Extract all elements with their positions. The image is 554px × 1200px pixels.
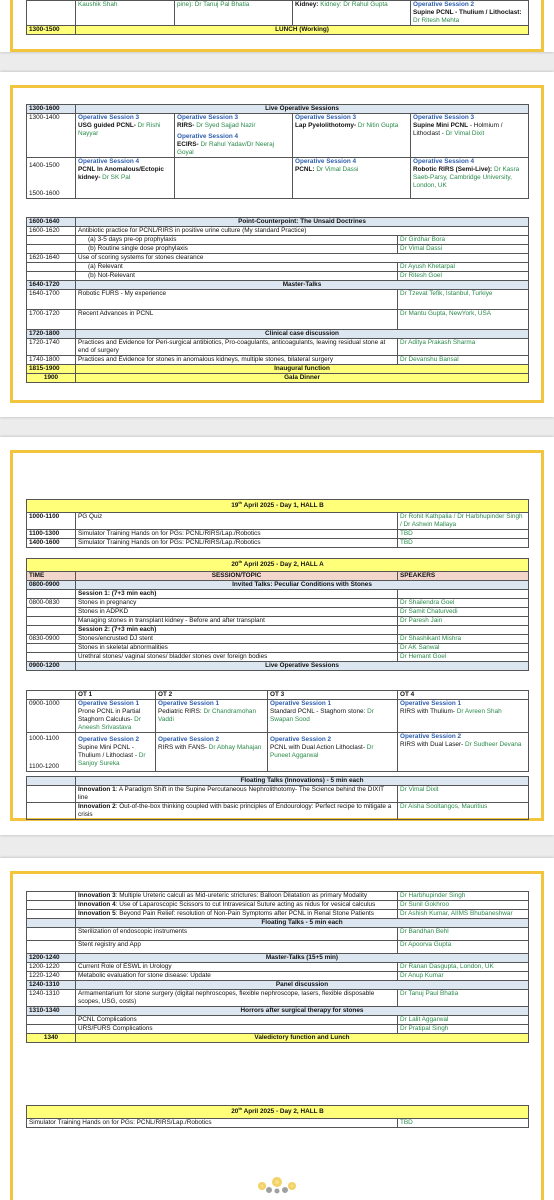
- topic: PCNL:: [295, 166, 315, 173]
- topic: Supine Mini PCNL: [413, 122, 469, 129]
- section-title: Valedictory function and Lunch: [76, 1034, 529, 1043]
- topic: Use of scoring systems for stones clearance: [76, 254, 529, 263]
- speaker: Dr Abhay Mahajan: [208, 744, 262, 751]
- time-cell: 0900-1000: [27, 700, 76, 733]
- section-title: Gala Dinner: [76, 374, 529, 383]
- topic: Metabolic evaluation for stone disease: Update: [76, 972, 398, 981]
- topic: PCNL Complications: [76, 1016, 398, 1025]
- topic: Supine Mini PCNL - Thulium / Lithoclast -: [78, 744, 137, 759]
- time-cell: 1300-1400: [27, 114, 76, 158]
- topic: PCNL In Anomalous/Ectopic kidney-: [78, 166, 164, 181]
- time-cell: 1300-1600: [27, 105, 76, 114]
- topic: Robotic FURS - My experience: [76, 290, 398, 310]
- innovation-table: [26, 776, 529, 820]
- speaker: Dr Vimal Dassi: [398, 245, 529, 254]
- speaker: Dr Vimal Dixit: [445, 130, 485, 137]
- time-cell: 1000-1100: [27, 513, 76, 530]
- ordinal: th: [238, 1106, 243, 1111]
- speaker: Dr Sudheer Devana: [465, 741, 522, 748]
- time-cell: 1815-1900: [27, 365, 76, 374]
- topic: Managing stones in transplant kidney - Before and after transplant: [76, 617, 398, 626]
- session-title: Session 2: (7+3 min each): [76, 626, 398, 635]
- column-header: TIME: [27, 572, 76, 581]
- speaker: Dr Apoorva Gupta: [398, 941, 529, 954]
- topic: RIRS with Thulium-: [400, 708, 455, 715]
- section-title: Floating Talks - 5 min each: [76, 919, 529, 928]
- speaker: Dr SK Pal: [102, 174, 131, 181]
- speaker: Dr Nitin Gupta: [357, 122, 399, 129]
- time-cell: 1100-1200: [29, 763, 60, 770]
- speaker: Dr Hemant Goel: [398, 653, 529, 662]
- day-heading: [27, 500, 529, 513]
- speaker: Dr Ashish Kumar, AIIMS Bhubaneshwar: [398, 910, 529, 919]
- speaker: Dr Rahul Yadav/Dr Neeraj Goyal: [177, 141, 275, 156]
- day-heading-text: April 2025 - Day 1, HALL B: [242, 502, 324, 509]
- day-heading: [27, 559, 529, 572]
- ot-header: OT 4: [398, 691, 529, 700]
- speaker: Dr Avreen Shah: [456, 708, 502, 715]
- hall-b-table: [26, 499, 529, 548]
- speaker: TBD: [398, 1119, 529, 1128]
- session-label: Operative Session 3: [413, 114, 475, 121]
- speaker: Dr Aditya Prakash Sharma: [398, 339, 529, 356]
- topic: Current Role of ESWL in Urology: [76, 963, 398, 972]
- speaker: Dr Harbhupinder Singh: [398, 892, 529, 901]
- ot-table: [26, 690, 529, 772]
- speaker: Dr Girdhar Bora: [398, 236, 529, 245]
- time-cell: 1200-1220: [27, 963, 76, 972]
- innovation-label: Innovation 4: [78, 901, 116, 908]
- time-cell: 1310-1340: [27, 1007, 76, 1016]
- ordinal: th: [238, 559, 243, 564]
- speaker: Dr Chandramohan Vaddi: [158, 708, 257, 723]
- innovation-label: Innovation 5: [78, 910, 116, 917]
- topic: Sterilization of endoscopic instruments: [76, 928, 398, 941]
- session-label: Operative Session 2: [400, 733, 462, 740]
- page-3: [0, 437, 554, 835]
- speaker: Dr Samit Chaturvedi: [398, 608, 529, 617]
- hall-a-table: [26, 558, 529, 671]
- session-label: Operative Session 1: [400, 700, 462, 707]
- table-row: [27, 158, 529, 199]
- time-cell: 1300-1500: [27, 26, 76, 35]
- day-heading-text: April 2025 - Day 2, HALL B: [242, 1108, 324, 1115]
- speaker: Dr Shashikant Mishra: [398, 635, 529, 644]
- speaker: Dr Aneesh Srivastava: [78, 716, 141, 731]
- topic: Pediatric RIRS:: [158, 708, 202, 715]
- session-label: Operative Session 2: [413, 1, 475, 8]
- topic: Stent registry and App: [76, 941, 398, 954]
- schedule-table: [26, 0, 529, 35]
- speaker: Dr Tzevat Tefik, Istanbul, Turkiye: [398, 290, 529, 310]
- speaker: Dr AK Sanwal: [398, 644, 529, 653]
- speaker: Dr Pratipal Singh: [398, 1025, 529, 1034]
- topic: (a) 3-5 days pre-op prophylaxis: [76, 236, 398, 245]
- time-cell: 1720-1800: [27, 330, 76, 339]
- session-label: Operative Session 2: [158, 736, 220, 743]
- topic: Stones/encrusted DJ stent: [76, 635, 398, 644]
- speaker: Kidney: Dr Rahul Gupta: [320, 1, 388, 8]
- innovation-label: Innovation 2: [78, 803, 116, 810]
- topic: Simulator Training Hands on for PGs: PCNL/RIRS/Lap./Robotics: [76, 530, 398, 539]
- section-title: Invited Talks: Peculiar Conditions with Stones: [76, 581, 529, 590]
- topic: USG guided PCNL-: [78, 122, 136, 129]
- hall-b-table: [26, 1105, 529, 1128]
- day-heading-text: April 2025 - Day 2, HALL A: [242, 561, 324, 568]
- topic: ECIRS-: [177, 141, 199, 148]
- topic: Recent Advances in PCNL: [76, 310, 398, 330]
- speaker: Dr Rishi Nayyar: [78, 122, 161, 137]
- topic: Robotic RIRS (Semi-Live):: [413, 166, 493, 173]
- time-cell: 1740-1800: [27, 356, 76, 365]
- time-cell: 1240-1310: [27, 981, 76, 990]
- day-number: 20: [231, 1108, 239, 1115]
- topic: (a) Relevant: [76, 263, 398, 272]
- topic: PG Quiz: [76, 513, 398, 530]
- column-header: SPEAKERS: [398, 572, 529, 581]
- table-row: [27, 114, 529, 158]
- time-cell: 1640-1720: [27, 281, 76, 290]
- speaker: Dr Anup Kumar: [398, 972, 529, 981]
- time-cell: 1100-1300: [27, 530, 76, 539]
- topic: Stones in pregnancy: [76, 599, 398, 608]
- speaker: Dr Ritesh Goel: [398, 272, 529, 281]
- day-number: 19: [231, 502, 239, 509]
- speaker: Kaushik Shah: [76, 1, 175, 26]
- page-2: [0, 72, 554, 417]
- session-label: Operative Session 4: [295, 158, 357, 165]
- topic: Lap Pyelolithotomy-: [295, 122, 357, 129]
- speaker: Dr Lalit Aggarwal: [398, 1016, 529, 1025]
- time-cell: 1400-1600: [27, 539, 76, 548]
- page-4: [0, 858, 554, 1200]
- speaker: Dr Syed Sajjad Nazir: [196, 122, 256, 129]
- topic: RIRS with FANS-: [158, 744, 208, 751]
- section-title: Live Operative Sessions: [76, 105, 529, 114]
- speaker: Dr Ranan Dasgupta, London, UK: [398, 963, 529, 972]
- time-cell: 1600-1620: [27, 227, 76, 236]
- time-cell: 1640-1700: [27, 290, 76, 310]
- speaker: Dr Sunil Gokhroo: [398, 901, 529, 910]
- topic: Armamentarium for stone surgery (digital nephroscopes, flexible nephroscope, lasers, flexible disposable scopes, USG, costs): [76, 990, 398, 1007]
- session-label: Operative Session 1: [78, 700, 140, 707]
- time-cell: 1400-1500: [29, 162, 60, 169]
- speaker: Dr Bandhan Behl: [398, 928, 529, 941]
- speaker: TBD: [398, 530, 529, 539]
- topic: Simulator Training Hands on for PGs: PCNL/RIRS/Lap./Robotics: [27, 1119, 398, 1128]
- speaker: Dr Swapan Sood: [270, 708, 374, 723]
- speaker: Dr Ritesh Mehta: [413, 17, 460, 24]
- topic: Supine PCNL - Thulium / Lithoclast:: [413, 9, 522, 16]
- innovation-label: Innovation 1: [78, 786, 116, 793]
- table-row: [27, 1, 529, 26]
- speaker: Dr Devanshu Bansal: [398, 356, 529, 365]
- ordinal: th: [238, 500, 243, 505]
- speaker: Dr Kasra Saeb-Parsy, Cambridge University, London, UK: [413, 166, 520, 189]
- topic: Prone PCNL in Partial Staghorn Calculus-: [78, 708, 141, 723]
- speaker: Dr Vimal Dassi: [316, 166, 359, 173]
- topic: Simulator Training Hands on for PGs: PCNL/RIRS/Lap./Robotics: [76, 539, 398, 548]
- section-title: Clinical case discussion: [76, 330, 529, 339]
- section-title: Horrors after surgical therapy for stones: [76, 1007, 529, 1016]
- session-label: Operative Session 4: [177, 133, 239, 140]
- day-heading: [27, 1106, 529, 1119]
- topic: PCNL with Dual Action Lithoclast-: [270, 744, 365, 751]
- time-cell: 1720-1740: [27, 339, 76, 356]
- speaker: Dr Vimal Dixit: [398, 786, 529, 803]
- topic: : Out-of-the-box thinking coupled with basic principles of Endourology: Perfect recipe to mitigate a crisis: [78, 803, 392, 818]
- session-label: Operative Session 3: [295, 114, 357, 121]
- session-label: Operative Session 3: [177, 114, 239, 121]
- speaker: pine): Dr Tanuj Pal Bhatia: [175, 1, 293, 26]
- speaker: Dr Shailendra Goel: [398, 599, 529, 608]
- topic: Antibiotic practice for PCNL/RIRS in positive urine culture (My standard Practice): [76, 227, 529, 236]
- time-cell: 0900-1200: [27, 662, 76, 671]
- session-label: Operative Session 2: [270, 736, 332, 743]
- topic: Urethral stones/ vaginal stones/ bladder stones over foreign bodies: [76, 653, 398, 662]
- topic: Stones in skeletal abnormalities: [76, 644, 398, 653]
- ot-header: OT 2: [156, 691, 268, 700]
- speaker: Dr Paresh Jain: [398, 617, 529, 626]
- time-cell: 1240-1310: [27, 990, 76, 1007]
- schedule-table: [26, 104, 529, 199]
- time-cell: 1340: [27, 1034, 76, 1043]
- topic: : Multiple Ureteric calculi as Mid-ureteric strictures: Balloon Dilatation as primary Modality: [115, 892, 368, 899]
- topic: : Beyond Pain Relief: resolution of Non-Pain Symptoms after PCNL in Renal Stone Patients: [115, 910, 375, 917]
- section-title: LUNCH (Working): [76, 26, 529, 35]
- schedule-table-2: [26, 217, 529, 383]
- time-cell: 0800-0900: [27, 581, 76, 590]
- session-label: Operative Session 1: [270, 700, 332, 707]
- section-title: Master-Talks: [76, 281, 529, 290]
- session-label: Operative Session 1: [158, 700, 220, 707]
- topic-detail: - Holmium / Lithoclast -: [413, 122, 503, 137]
- speaker: Dr Sanjoy Sureka: [78, 752, 146, 767]
- time-cell: 1220-1240: [27, 972, 76, 981]
- topic: RIRS with Dual Laser-: [400, 741, 464, 748]
- topic: Practices and Evidence for Peri-surgical antibiotics, Pro-coagulants, anticoagulants, leaving residual stone at end of surgery: [76, 339, 398, 356]
- speaker: Dr Ayush Khetarpal: [398, 263, 529, 272]
- speaker: Dr Rohit Kathpalia / Dr Harbhupinder Singh / Dr Ashwin Mallaya: [398, 513, 529, 530]
- time-cell: 0830-0900: [27, 635, 76, 644]
- topic: : Use of Laparoscopic Scissors to cut Intravesical Suture acting as nidus for vesical calculus: [115, 901, 376, 908]
- ot-header: OT 1: [76, 691, 156, 700]
- section-title: Panel discussion: [76, 981, 529, 990]
- section-title: Live Operative Sessions: [76, 662, 529, 671]
- page-1: [0, 0, 554, 52]
- session-label: Operative Session 2: [78, 736, 140, 743]
- time-cell: 1620-1640: [27, 254, 76, 263]
- column-header: SESSION/TOPIC: [76, 572, 398, 581]
- session-label: Operative Session 3: [78, 114, 140, 121]
- ot-header: OT 3: [268, 691, 398, 700]
- time-cell: 1500-1600: [29, 190, 60, 197]
- speaker: Dr Puneet Aggarwal: [270, 744, 374, 759]
- topic: URS/FURS Complications: [76, 1025, 398, 1034]
- section-title: Master-Talks (15+5 min): [76, 954, 529, 963]
- topic: (b) Not-Relevant: [76, 272, 398, 281]
- table-row: [27, 26, 529, 35]
- topic: Kidney:: [295, 1, 321, 8]
- speaker: Dr Mantu Gupta, NewYork, USA: [398, 310, 529, 330]
- innovation-label: Innovation 3: [78, 892, 116, 899]
- topic: Standard PCNL - Staghorn stone:: [270, 708, 366, 715]
- schedule-table: [26, 891, 529, 1043]
- day-number: 20: [231, 561, 239, 568]
- section-title: Point-Counterpoint: The Unsaid Doctrines: [76, 218, 529, 227]
- topic: Practices and Evidence for stones in anomalous kidneys, multiple stones, bilateral surgery: [76, 356, 398, 365]
- time-cell: 1900: [27, 374, 76, 383]
- section-title: Floating Talks (Innovations) - 5 min each: [76, 777, 529, 786]
- topic: Stones in ADPKD: [76, 608, 398, 617]
- topic: (b) Routine single dose prophylaxis: [76, 245, 398, 254]
- table-row: [27, 105, 529, 114]
- speaker: Dr Aisha Sooltangos, Mauritius: [398, 803, 529, 820]
- time-cell: 1000-1100: [29, 735, 60, 742]
- speaker: Dr Tanuj Paul Bhatia: [398, 990, 529, 1007]
- time-cell: 1700-1720: [27, 310, 76, 330]
- session-title: Session 1: (7+3 min each): [76, 590, 398, 599]
- time-cell: 1600-1640: [27, 218, 76, 227]
- time-cell: 0800-0830: [27, 599, 76, 608]
- topic: RIRS-: [177, 122, 195, 129]
- session-label: Operative Session 4: [78, 158, 140, 165]
- floral-ornament-icon: [252, 1172, 302, 1196]
- session-label: Operative Session 4: [413, 158, 475, 165]
- topic: : A Paradigm Shift in the Supine Percutaneous Nephrolithotomy- The Science behind the DIXIT line: [78, 786, 384, 801]
- section-title: Inaugural function: [76, 365, 529, 374]
- speaker: TBD: [398, 539, 529, 548]
- time-cell: 1200-1240: [27, 954, 76, 963]
